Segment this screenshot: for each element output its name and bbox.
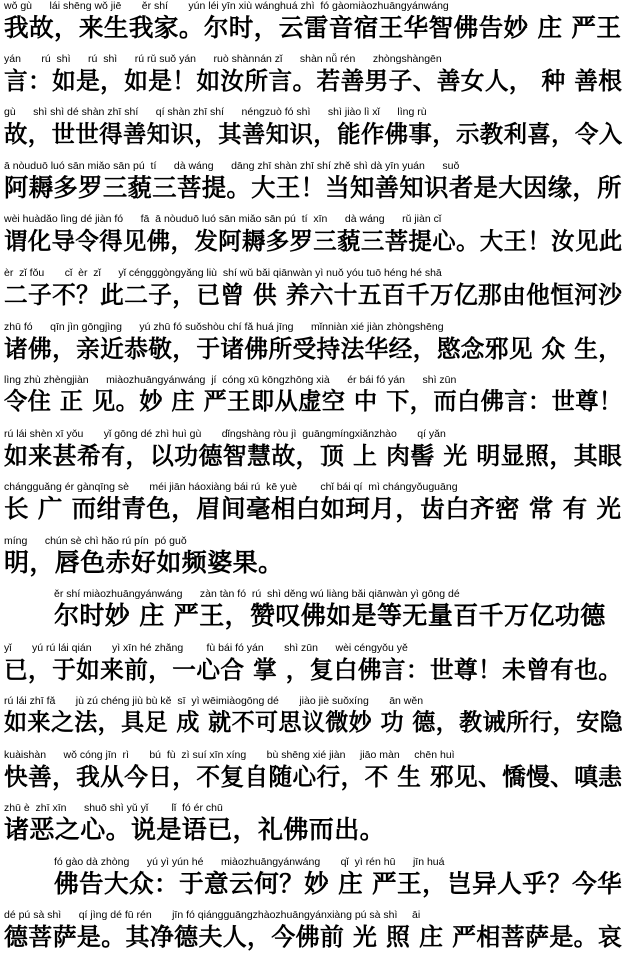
pinyin-annotation: rú lái shèn xī yǒu yǐ gōng dé zhì huì gù dǐngshàng ròu jì guāngmíngxiǎnzhào qí yǎn xyxy=(4,428,446,440)
text-line xyxy=(0,213,630,259)
pinyin-annotation: chángguǎng ér gànqīng sè méi jiān háoxiàng bái rú kē yuè chǐ bái qí mì chángyǒuguāng xyxy=(4,481,458,493)
text-line xyxy=(0,481,630,527)
text-line xyxy=(0,267,630,313)
chinese-text: 二子不？此二子，已曾 供 养六十五百千万亿那由他恒河沙 xyxy=(4,281,623,309)
text-line xyxy=(0,749,630,795)
chinese-text: 故，世世得善知识，其善知识，能作佛事，示教利喜，令入 xyxy=(4,120,623,148)
text-line xyxy=(0,160,630,206)
pinyin-annotation: lìng zhù zhèngjiàn miàozhuāngyánwáng jí cóng xū kōngzhōng xià ér bái fó yán shì zūn xyxy=(4,374,457,386)
chinese-text: 德菩萨是。其净德夫人，今佛前 光 照 庄 严相菩萨是。哀 xyxy=(4,923,623,951)
pinyin-annotation: kuàishàn wǒ cóng jīn rì bú fù zì suí xīn xíng bù shēng xié jiàn jiāo màn chēn huì xyxy=(4,749,455,761)
pinyin-annotation: fó gào dà zhòng yú yì yún hé miàozhuāngyánwáng qǐ yì rén hū jīn huá xyxy=(54,856,445,868)
chinese-text: 阿耨多罗三藐三菩提。大王！当知善知识者是大因缘，所 xyxy=(4,173,622,202)
chinese-text: 尔时妙 庄 严王，赞叹佛如是等无量百千万亿功德 xyxy=(54,601,606,630)
pinyin-annotation: èr zǐ fǒu cǐ èr zǐ yǐ céngggòngyǎng liù shí wǔ bǎi qiānwàn yì nuǒ yóu tuō héng hé shā xyxy=(4,267,442,279)
chinese-text: 明，唇色赤好如频婆果。 xyxy=(4,548,284,577)
pinyin-annotation: yán rú shì rú shì rú rǔ suǒ yán ruò shànnán zǐ shàn nǚ rén zhòngshàngēn xyxy=(4,53,442,65)
chinese-text: 诸佛，亲近恭敬，于诸佛所受持法华经，愍念邪见 众 生， xyxy=(4,335,623,363)
text-line xyxy=(0,321,630,367)
chinese-text: 佛告大众：于意云何？妙 庄 严王，岂异人乎？今华 xyxy=(54,869,623,898)
chinese-text: 已，于如来前，一心合 掌 ，复白佛言：世尊！未曾有也。 xyxy=(4,656,623,684)
text-line xyxy=(0,374,630,420)
chinese-text: 谓化导令得见佛，发阿耨多罗三藐三菩提心。大王！汝见此 xyxy=(4,227,623,255)
pinyin-annotation: dé pú sà shì qí jìng dé fū rén jīn fó qiángguāngzhàozhuāngyánxiàng pú sà shì āi xyxy=(4,909,421,921)
text-line xyxy=(0,856,630,902)
text-line xyxy=(0,535,630,581)
text-line xyxy=(0,909,630,955)
pinyin-annotation: rú lái zhī fǎ jù zú chéng jiù bù kě sī yì wēimiàogōng dé jiào jiè suǒxíng ān wěn xyxy=(4,695,424,707)
text-line xyxy=(0,428,630,474)
chinese-text: 快善，我从今日，不复自随心行，不 生 邪见、憍慢、嗔恚 xyxy=(4,763,623,791)
text-line xyxy=(0,642,630,688)
pinyin-annotation: míng chún sè chì hǎo rú pín pó guǒ xyxy=(4,535,187,547)
pinyin-annotation: yǐ yú rú lái qián yì xīn hé zhǎng fù bái fó yán shì zūn wèi céngyǒu yě xyxy=(4,642,408,654)
chinese-text: 言：如是，如是！如汝所言。若善男子、善女人， 种 善根 xyxy=(4,67,623,95)
text-line xyxy=(0,695,630,741)
chinese-text: 诸恶之心。说是语已，礼佛而出。 xyxy=(4,815,386,844)
text-line xyxy=(0,588,630,634)
chinese-text: 长 广 而绀青色，眉间毫相白如珂月，齿白齐密 常 有 光 xyxy=(4,494,622,523)
pinyin-annotation: zhū è zhī xīn shuō shì yǔ yǐ lǐ fó ér chū xyxy=(4,802,223,814)
chinese-text: 我故，来生我家。尔时，云雷音宿王华智佛告妙 庄 严王 xyxy=(4,13,622,42)
pinyin-annotation: gù shì shì dé shàn zhī shí qí shàn zhī shí néngzuò fó shì shì jiào lì xǐ lìng rù xyxy=(4,106,427,118)
chinese-text: 如来之法，具足 成 就不可思议微妙 功 德，教诫所行，安隐 xyxy=(4,710,624,736)
text-line xyxy=(0,106,630,152)
chinese-text: 令住 正 见。妙 庄 严王即从虚空 中 下，而白佛言：世尊！ xyxy=(4,388,623,415)
pinyin-annotation: ěr shí miàozhuāngyánwáng zàn tàn fó rú shì děng wú liàng bǎi qiānwàn yì gōng dé xyxy=(54,588,460,600)
text-line xyxy=(0,0,630,46)
chinese-text: 如来甚希有，以功德智慧故，顶 上 肉髻 光 明显照，其眼 xyxy=(4,442,623,470)
pinyin-annotation: wèi huàdǎo lìng dé jiàn fó fā ā nòuduō luó sān miǎo sān pú tí xīn dà wáng rǔ jiàn cǐ xyxy=(4,213,442,225)
text-line xyxy=(0,53,630,99)
pinyin-annotation: zhū fó qīn jìn gōngjìng yú zhū fó suǒshòu chí fǎ huá jīng mǐnniàn xié jiàn zhòngshēng xyxy=(4,321,444,333)
pinyin-annotation: wǒ gù lái shēng wǒ jiē ěr shí yún léi yīn xiù wánghuá zhì fó gàomiàozhuāngyánwáng xyxy=(4,0,449,12)
text-line xyxy=(0,802,630,848)
pinyin-annotation: ā nòuduō luó sān miǎo sān pú tí dà wáng dāng zhī shàn zhī shí zhě shì dà yīn yuán suǒ xyxy=(4,160,460,172)
